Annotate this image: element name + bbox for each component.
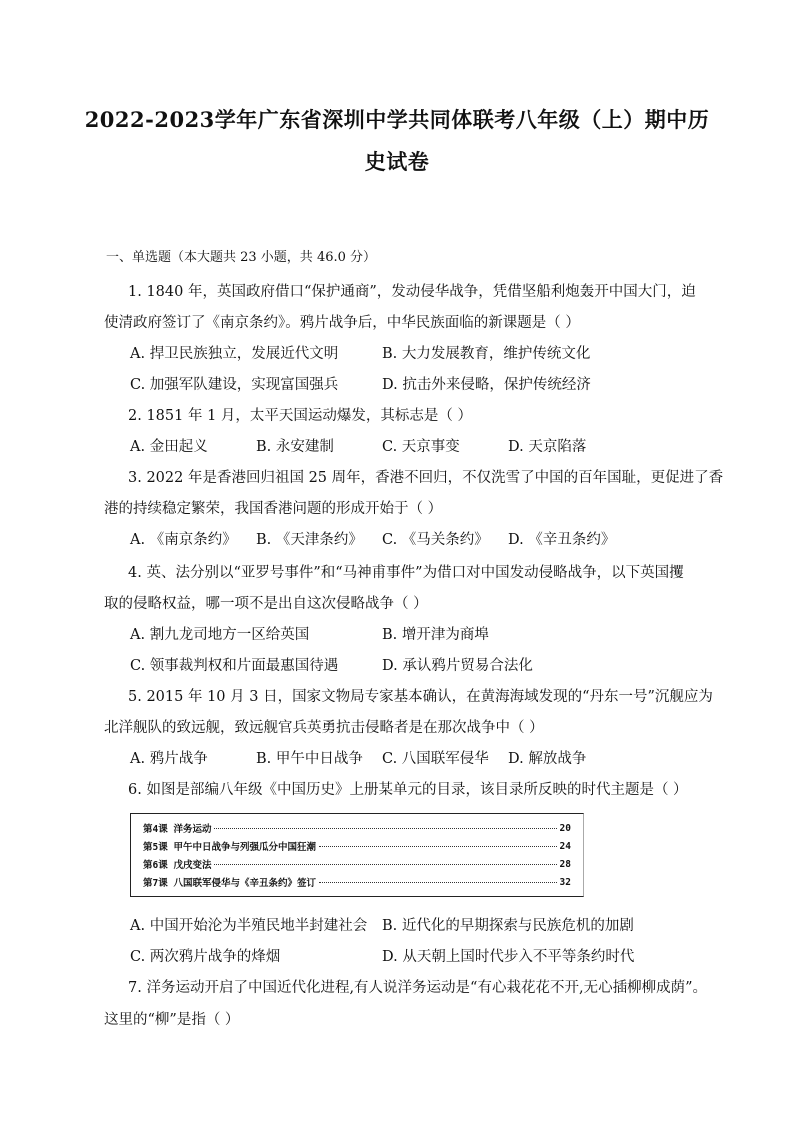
section-heading: 一、单选题（本大题共 23 小题，共 46.0 分）: [106, 250, 377, 265]
question-2-line-1: 2. 1851 年 1 月，太平天国运动爆发，其标志是（ ）: [128, 408, 473, 424]
question-5-option-b[interactable]: B. 甲午中日战争: [256, 751, 363, 767]
question-5-option-c[interactable]: C. 八国联军侵华: [382, 751, 489, 767]
question-1-option-b[interactable]: B. 大力发展教育，维护传统文化: [382, 346, 591, 362]
catalog-page-number: 24: [559, 840, 571, 852]
question-4-option-d[interactable]: D. 承认鸦片贸易合法化: [382, 658, 533, 674]
catalog-page-number: 32: [559, 876, 571, 888]
catalog-lesson-label: 第7课 八国联军侵华与《辛丑条约》签订: [143, 878, 316, 889]
catalog-lesson-label: 第5课 甲午中日战争与列强瓜分中国狂潮: [143, 842, 316, 853]
catalog-page-number: 28: [559, 858, 571, 870]
question-3-option-c[interactable]: C. 《马关条约》: [382, 532, 489, 548]
question-3-line-2: 港的持续稳定繁荣，我国香港问题的形成开始于（ ）: [104, 501, 443, 517]
question-3-option-a[interactable]: A. 《南京条约》: [130, 532, 237, 548]
question-6-option-b[interactable]: B. 近代化的早期探索与民族危机的加剧: [382, 918, 634, 934]
question-1-option-d[interactable]: D. 抗击外来侵略，保护传统经济: [382, 377, 591, 393]
question-4-option-c[interactable]: C. 领事裁判权和片面最惠国待遇: [130, 658, 339, 674]
page-title-line-1: 2022-2023学年广东省深圳中学共同体联考八年级（上）期中历: [84, 107, 710, 132]
catalog-lesson-label: 第4课 洋务运动: [143, 824, 212, 835]
catalog-row: [143, 820, 571, 836]
page-title-line-2: 史试卷: [364, 149, 430, 174]
question-4-line-2: 取的侵略权益，哪一项不是出自这次侵略战争（ ）: [104, 596, 428, 612]
question-5-line-1: 5. 2015 年 10 月 3 日，国家文物局专家基本确认，在黄海海域发现的“丹东一号”沉舰应为: [128, 689, 713, 705]
question-7-line-1: 7. 洋务运动开启了中国近代化进程,有人说洋务运动是“有心栽花花不开,无心插柳柳成荫”。: [128, 980, 707, 996]
catalog-row: [143, 838, 571, 854]
dot-leader: [214, 828, 556, 829]
question-1-line-2: 使清政府签订了《南京条约》。鸦片战争后，中华民族面临的新课题是（ ）: [104, 315, 580, 331]
question-4-option-b[interactable]: B. 增开津为商埠: [382, 627, 489, 643]
catalog-row: [143, 874, 571, 890]
dot-leader: [319, 882, 557, 883]
question-1-option-a[interactable]: A. 捍卫民族独立，发展近代文明: [130, 346, 339, 362]
question-7-line-2: 这里的“柳”是指（ ）: [104, 1012, 240, 1028]
question-4-line-1: 4. 英、法分别以“亚罗号事件”和“马神甫事件”为借口对中国发动侵略战争，以下英国攫: [128, 565, 684, 581]
question-5-option-a[interactable]: A. 鸦片战争: [130, 751, 208, 767]
question-3-option-d[interactable]: D. 《辛丑条约》: [508, 532, 616, 548]
question-6-option-c[interactable]: C. 两次鸦片战争的烽烟: [130, 949, 281, 965]
question-2-option-a[interactable]: A. 金田起义: [130, 439, 208, 455]
dot-leader: [214, 864, 556, 865]
question-6-option-a[interactable]: A. 中国开始沦为半殖民地半封建社会: [130, 918, 368, 934]
question-6-line-1: 6. 如图是部编八年级《中国历史》上册某单元的目录，该目录所反映的时代主题是（ ）: [128, 782, 688, 798]
question-3-option-b[interactable]: B. 《天津条约》: [256, 532, 363, 548]
catalog-lesson-label: 第6课 戊戌变法: [143, 860, 212, 871]
question-4-option-a[interactable]: A. 割九龙司地方一区给英国: [130, 627, 310, 643]
question-2-option-c[interactable]: C. 天京事变: [382, 439, 460, 455]
question-2-option-d[interactable]: D. 天京陷落: [508, 439, 587, 455]
question-1-line-1: 1. 1840 年，英国政府借口“保护通商”，发动侵华战争，凭借坚船利炮轰开中国大门，迫: [128, 284, 696, 300]
question-6-option-d[interactable]: D. 从天朝上国时代步入不平等条约时代: [382, 949, 635, 965]
catalog-row: [143, 856, 571, 872]
table-of-contents-image: [130, 813, 584, 897]
question-3-line-1: 3. 2022 年是香港回归祖国 25 周年，香港不回归，不仅洗雪了中国的百年国耻，更促进了香: [128, 470, 724, 486]
question-2-option-b[interactable]: B. 永安建制: [256, 439, 334, 455]
question-1-option-c[interactable]: C. 加强军队建设，实现富国强兵: [130, 377, 339, 393]
catalog-page-number: 20: [559, 822, 571, 834]
dot-leader: [319, 846, 557, 847]
question-5-line-2: 北洋舰队的致远舰，致远舰官兵英勇抗击侵略者是在那次战争中（ ）: [104, 720, 544, 736]
question-5-option-d[interactable]: D. 解放战争: [508, 751, 587, 767]
